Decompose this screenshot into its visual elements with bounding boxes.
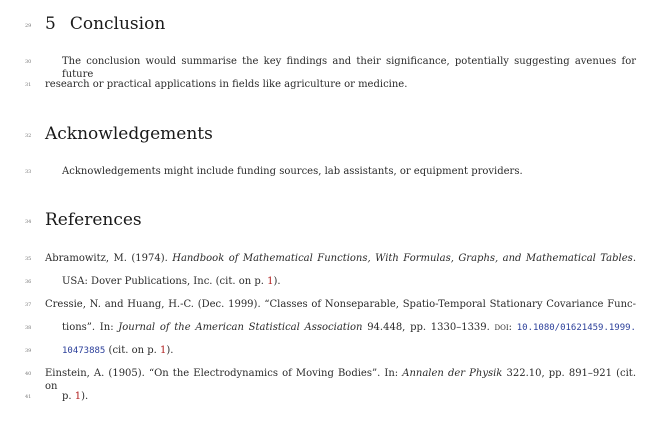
reference-cressie-line1: Cressie, N. and Huang, H.-C. (Dec. 1999). “Classes of Nonseparable, Spatio-Temporal Stationary Covariance Func- <box>45 299 636 310</box>
reference-einstein-line2: p. 1). <box>62 391 89 402</box>
book-title: Handbook of Mathematical Functions, With Formulas, Graphs, and Mathematical Tables <box>172 253 633 264</box>
reference-cressie-line2: tions”. In: Journal of the American Statistical Association 94.448, pp. 1330–1339. doi: 10.1080/01621459.1999. <box>62 322 636 333</box>
line-number: 30 <box>25 59 32 65</box>
section-heading-conclusion <box>45 14 165 34</box>
acknowledgements-paragraph: Acknowledgements might include funding sources, lab assistants, or equipment providers. <box>62 166 523 177</box>
line-number: 33 <box>25 169 32 175</box>
section-number: 5 <box>45 14 56 34</box>
line-number: 29 <box>25 23 32 29</box>
doi-link-continued[interactable]: 10473885 <box>62 346 106 356</box>
conclusion-paragraph-line2: research or practical applications in fields like agriculture or medicine. <box>45 79 408 90</box>
line-number: 37 <box>25 302 32 308</box>
section-title: Conclusion <box>69 14 166 34</box>
reference-einstein-line1: Einstein, A. (1905). “On the Electrodynamics of Moving Bodies”. In: Annalen der Physik 322.10, pp. 891–921 (cit. on <box>45 368 636 392</box>
section-heading-references: References <box>45 210 142 230</box>
citation-link[interactable]: 1 <box>160 345 167 356</box>
citation-link[interactable]: 1 <box>74 391 82 402</box>
doi-link[interactable]: 10.1080/01621459.1999. <box>516 323 636 333</box>
conclusion-paragraph-line1: The conclusion would summarise the key findings and their significance, potentially suggesting avenues for future <box>62 56 636 80</box>
line-number: 32 <box>25 133 32 139</box>
journal-title: Annalen der Physik <box>402 368 503 379</box>
line-number: 36 <box>25 279 32 285</box>
section-heading-acknowledgements: Acknowledgements <box>45 124 213 144</box>
journal-title: Journal of the American Statistical Association <box>118 322 363 333</box>
line-number: 31 <box>25 82 32 88</box>
line-number: 38 <box>25 325 32 331</box>
reference-abramowitz-line2: USA: Dover Publications, Inc. (cit. on p. 1). <box>62 276 281 287</box>
line-number: 34 <box>25 219 32 225</box>
line-number: 35 <box>25 256 32 262</box>
line-number: 39 <box>25 348 32 354</box>
reference-cressie-line3: 10473885 (cit. on p. 1). <box>62 345 174 356</box>
reference-abramowitz-line1: Abramowitz, M. (1974). Handbook of Mathematical Functions, With Formulas, Graphs, and Mathematical Tables. <box>45 253 636 264</box>
line-number: 40 <box>25 371 32 377</box>
line-number: 41 <box>25 394 32 400</box>
citation-link[interactable]: 1 <box>267 276 274 287</box>
doi-label: doi <box>494 322 509 333</box>
